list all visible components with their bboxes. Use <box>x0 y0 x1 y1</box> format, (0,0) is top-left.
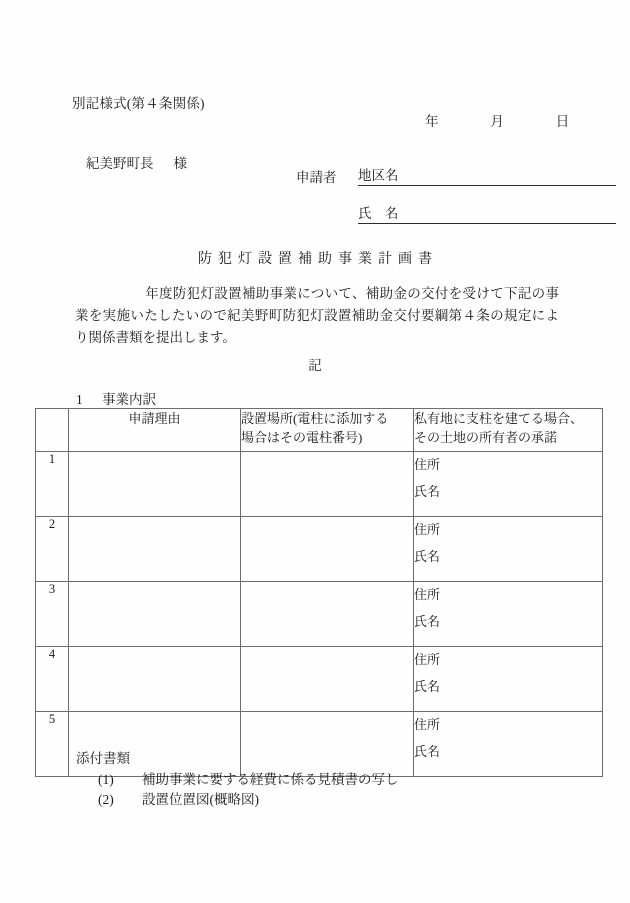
date-line <box>425 110 569 130</box>
row-number: 5 <box>36 712 69 777</box>
applicant-district-label: 地区名 <box>358 168 399 183</box>
section-number: 1 <box>76 392 83 407</box>
cell-owner[interactable] <box>414 452 603 517</box>
owner-name-label: 氏名 <box>414 548 441 564</box>
addressee <box>86 152 187 172</box>
table-row <box>36 647 603 712</box>
row-number: 1 <box>36 452 69 517</box>
owner-name-label: 氏名 <box>414 678 441 694</box>
ki-marker: 記 <box>308 358 322 373</box>
cell-place[interactable] <box>241 582 414 647</box>
attachment-item <box>76 770 399 791</box>
cell-place[interactable] <box>241 517 414 582</box>
owner-name-label: 氏名 <box>414 743 441 759</box>
cell-owner[interactable] <box>414 647 603 712</box>
cell-reason[interactable] <box>69 517 241 582</box>
owner-name-label: 氏名 <box>414 483 441 499</box>
applicant-district-field[interactable] <box>358 164 616 186</box>
applicant-district-row <box>296 164 616 186</box>
header-owner-line2: その土地の所有者の承諾 <box>414 430 558 446</box>
section-heading <box>76 388 156 408</box>
applicant-name-label: 氏 名 <box>358 206 399 221</box>
cell-owner[interactable] <box>414 712 603 777</box>
table-row <box>36 582 603 647</box>
header-owner <box>414 409 603 452</box>
attachment-item <box>76 790 399 811</box>
body-paragraph: 年度防犯灯設置補助事業について、補助金の交付を受けて下記の事業を実施いたしたいので紀美野町防犯灯設置補助金交付要綱第４条の規定により関係書類を提出します。 <box>75 286 559 345</box>
table-header-row <box>36 409 603 452</box>
cell-place[interactable] <box>241 647 414 712</box>
owner-address-label: 住所 <box>414 717 441 732</box>
attachments-section <box>76 749 399 811</box>
owner-address-label: 住所 <box>414 587 441 602</box>
addressee-honorific: 様 <box>173 156 187 171</box>
owner-name-label: 氏名 <box>414 613 441 629</box>
applicant-name-field[interactable] <box>358 202 616 224</box>
cell-owner[interactable] <box>414 582 603 647</box>
cell-reason[interactable] <box>69 452 241 517</box>
attachment-text: 設置位置図(概略図) <box>142 792 259 808</box>
section-label: 事業内訳 <box>102 392 156 407</box>
table-row <box>36 517 603 582</box>
form-code: 別記様式(第４条関係) <box>72 96 205 111</box>
date-year-label: 年 <box>425 114 439 129</box>
date-month-label: 月 <box>490 114 504 129</box>
cell-place[interactable] <box>241 452 414 517</box>
applicant-block <box>296 164 616 240</box>
attachments-title: 添付書類 <box>76 751 130 766</box>
cell-reason[interactable] <box>69 647 241 712</box>
row-number: 4 <box>36 647 69 712</box>
header-no <box>36 409 69 452</box>
applicant-label: 申請者 <box>296 170 337 185</box>
attachment-number: (1) <box>98 771 114 787</box>
page-title: 防犯灯設置補助事業計画書 <box>198 252 438 267</box>
attachment-text: 補助事業に要する経費に係る見積書の写し <box>142 771 399 787</box>
row-number: 2 <box>36 517 69 582</box>
header-owner-line1: 私有地に支柱を建てる場合、 <box>414 411 584 426</box>
date-day-label: 日 <box>555 114 570 129</box>
addressee-name: 紀美野町長 <box>86 156 154 171</box>
table-body <box>36 452 603 777</box>
owner-address-label: 住所 <box>414 522 441 537</box>
cell-reason[interactable] <box>69 582 241 647</box>
header-reason: 申請理由 <box>69 409 241 452</box>
header-place-line1: 設置場所(電柱に添加する <box>241 411 389 426</box>
row-number: 3 <box>36 582 69 647</box>
cell-owner[interactable] <box>414 517 603 582</box>
attachment-number: (2) <box>98 792 114 808</box>
table-row <box>36 452 603 517</box>
owner-address-label: 住所 <box>414 652 441 667</box>
applicant-name-row <box>296 202 616 224</box>
business-detail-table <box>35 408 603 777</box>
owner-address-label: 住所 <box>414 457 441 472</box>
header-place-line2: 場合はその電柱番号) <box>241 430 363 446</box>
header-place <box>241 409 414 452</box>
